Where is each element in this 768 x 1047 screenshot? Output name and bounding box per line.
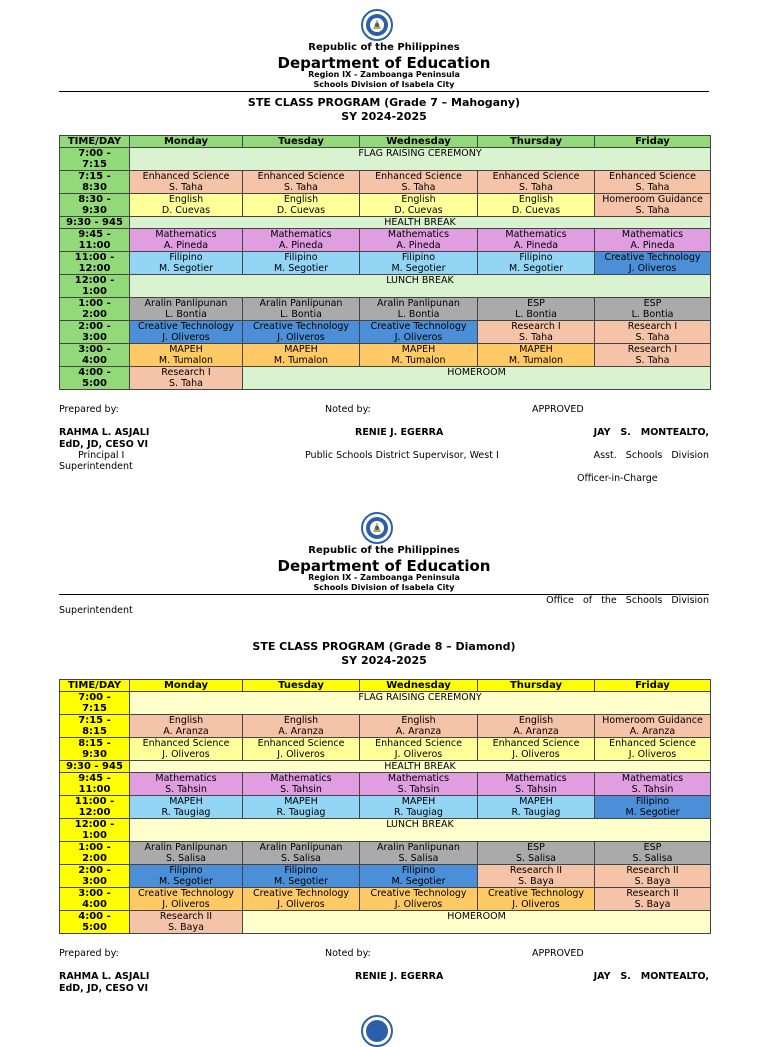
approver-name: JAY S. MONTEALTO, <box>593 427 709 438</box>
department-name: Department of Education <box>277 557 491 575</box>
subject-cell: MAPEH M. Tumalon <box>243 344 360 367</box>
school-year: SY 2024-2025 <box>341 654 427 667</box>
break-cell: FLAG RAISING CEREMONY <box>130 148 711 171</box>
subject-cell: Filipino M. Segotier <box>243 865 360 888</box>
deped-seal-icon <box>361 512 393 544</box>
subject-cell: Aralin Panlipunan L. Bontia <box>130 298 243 321</box>
time-cell: 2:00 - 3:00 <box>60 321 130 344</box>
department-name: Department of Education <box>277 54 491 72</box>
time-cell: 4:00 - 5:00 <box>60 911 130 934</box>
region-line: Region IX - Zamboanga Peninsula <box>308 573 460 582</box>
column-header: Monday <box>130 136 243 148</box>
table-row <box>60 865 711 888</box>
subject-cell: Creative Technology J. Oliveros <box>130 321 243 344</box>
time-cell: 9:45 - 11:00 <box>60 229 130 252</box>
subject-cell: Enhanced Science S. Taha <box>360 171 478 194</box>
principal-credentials: EdD, JD, CESO VI <box>59 983 149 994</box>
time-cell: 7:00 - 7:15 <box>60 148 130 171</box>
principal-role: Principal I <box>78 450 125 461</box>
time-cell: 1:00 - 2:00 <box>60 842 130 865</box>
subject-cell: Mathematics A. Pineda <box>243 229 360 252</box>
subject-cell: Filipino M. Segotier <box>130 865 243 888</box>
subject-cell: Filipino M. Segotier <box>478 252 595 275</box>
subject-cell: Aralin Panlipunan S. Salisa <box>130 842 243 865</box>
republic-line: Republic of the Philippines <box>308 42 460 53</box>
table-row <box>60 773 711 796</box>
subject-cell: Research II S. Baya <box>478 865 595 888</box>
subject-cell: MAPEH M. Tumalon <box>478 344 595 367</box>
subject-cell: ESP L. Bontia <box>595 298 711 321</box>
table-row <box>60 888 711 911</box>
time-cell: 8:30 - 9:30 <box>60 194 130 217</box>
time-cell: 9:45 - 11:00 <box>60 773 130 796</box>
break-cell: LUNCH BREAK <box>130 819 711 842</box>
republic-line: Republic of the Philippines <box>308 545 460 556</box>
column-header: Thursday <box>478 680 595 692</box>
subject-cell: Creative Technology J. Oliveros <box>243 321 360 344</box>
table-row <box>60 842 711 865</box>
division-line: Schools Division of Isabela City <box>313 80 455 89</box>
time-cell: 11:00 - 12:00 <box>60 252 130 275</box>
subject-cell: Mathematics A. Pineda <box>360 229 478 252</box>
office-line: Office of the Schools Division <box>546 595 709 606</box>
column-header: Friday <box>595 680 711 692</box>
subject-cell: Filipino M. Segotier <box>360 865 478 888</box>
subject-cell: MAPEH R. Taugiag <box>130 796 243 819</box>
subject-cell: Mathematics A. Pineda <box>595 229 711 252</box>
subject-cell: Enhanced Science J. Oliveros <box>478 738 595 761</box>
table-row <box>60 819 711 842</box>
column-header: Wednesday <box>360 136 478 148</box>
subject-cell: Enhanced Science J. Oliveros <box>360 738 478 761</box>
table-row <box>60 715 711 738</box>
subject-cell: Enhanced Science J. Oliveros <box>595 738 711 761</box>
subject-cell: Creative Technology J. Oliveros <box>595 252 711 275</box>
subject-cell: Research II S. Baya <box>595 865 711 888</box>
subject-cell: Creative Technology J. Oliveros <box>360 888 478 911</box>
subject-cell: Mathematics S. Tahsin <box>478 773 595 796</box>
time-cell: 7:00 - 7:15 <box>60 692 130 715</box>
subject-cell: English A. Aranza <box>478 715 595 738</box>
subject-cell: Aralin Panlipunan L. Bontia <box>360 298 478 321</box>
supervisor-name: RENIE J. EGERRA <box>355 971 444 982</box>
principal-name: RAHMA L. ASJALI <box>59 971 150 982</box>
time-cell: 1:00 - 2:00 <box>60 298 130 321</box>
subject-cell: MAPEH R. Taugiag <box>360 796 478 819</box>
subject-cell: Enhanced Science S. Taha <box>243 171 360 194</box>
schedule-table <box>59 679 711 934</box>
region-line: Region IX - Zamboanga Peninsula <box>308 70 460 79</box>
subject-cell: Aralin Panlipunan L. Bontia <box>243 298 360 321</box>
subject-cell: Mathematics S. Tahsin <box>595 773 711 796</box>
subject-cell: Mathematics A. Pineda <box>478 229 595 252</box>
column-header: Tuesday <box>243 136 360 148</box>
time-cell: 4:00 - 5:00 <box>60 367 130 390</box>
subject-cell: English D. Cuevas <box>360 194 478 217</box>
subject-cell: Enhanced Science S. Taha <box>478 171 595 194</box>
noted-label: Noted by: <box>325 404 371 415</box>
subject-cell: Creative Technology J. Oliveros <box>130 888 243 911</box>
break-cell: FLAG RAISING CEREMONY <box>130 692 711 715</box>
subject-cell: Creative Technology J. Oliveros <box>243 888 360 911</box>
subject-cell: Homeroom Guidance A. Aranza <box>595 715 711 738</box>
class-program-title: STE CLASS PROGRAM (Grade 7 – Mahogany) <box>247 96 521 109</box>
subject-cell: Enhanced Science S. Taha <box>595 171 711 194</box>
approver-name: JAY S. MONTEALTO, <box>593 971 709 982</box>
break-cell: HEALTH BREAK <box>130 761 711 773</box>
table-row <box>60 911 711 934</box>
subject-cell: ESP L. Bontia <box>478 298 595 321</box>
subject-cell: MAPEH R. Taugiag <box>478 796 595 819</box>
column-header: Wednesday <box>360 680 478 692</box>
approved-label: APPROVED <box>532 948 584 959</box>
subject-cell: Filipino M. Segotier <box>130 252 243 275</box>
superintendent-line: Superintendent <box>59 461 133 472</box>
subject-cell: English A. Aranza <box>243 715 360 738</box>
approved-label: APPROVED <box>532 404 584 415</box>
subject-cell: ESP S. Salisa <box>595 842 711 865</box>
subject-cell: Enhanced Science J. Oliveros <box>243 738 360 761</box>
subject-cell: ESP S. Salisa <box>478 842 595 865</box>
subject-cell: Aralin Panlipunan S. Salisa <box>243 842 360 865</box>
table-row <box>60 738 711 761</box>
superintendent-line: Superintendent <box>59 605 133 616</box>
time-cell: 7:15 - 8:30 <box>60 171 130 194</box>
time-cell: 7:15 - 8:15 <box>60 715 130 738</box>
subject-cell: Research I S. Taha <box>595 321 711 344</box>
subject-cell: Filipino M. Segotier <box>243 252 360 275</box>
column-header: Tuesday <box>243 680 360 692</box>
time-cell: 9:30 - 945 <box>60 217 130 229</box>
column-header: TIME/DAY <box>60 136 130 148</box>
time-cell: 3:00 - 4:00 <box>60 344 130 367</box>
subject-cell: Research II S. Baya <box>595 888 711 911</box>
subject-cell: MAPEH R. Taugiag <box>243 796 360 819</box>
supervisor-role: Public Schools District Supervisor, West I <box>305 450 499 461</box>
subject-cell: Homeroom Guidance S. Taha <box>595 194 711 217</box>
time-cell: 8:15 - 9:30 <box>60 738 130 761</box>
subject-cell: Creative Technology J. Oliveros <box>478 888 595 911</box>
homeroom-cell: HOMEROOM <box>243 367 711 390</box>
column-header: Monday <box>130 680 243 692</box>
subject-cell: English A. Aranza <box>360 715 478 738</box>
principal-credentials: EdD, JD, CESO VI <box>59 439 149 450</box>
subject-cell: Creative Technology J. Oliveros <box>360 321 478 344</box>
homeroom-cell: HOMEROOM <box>243 911 711 934</box>
subject-cell: Mathematics S. Tahsin <box>130 773 243 796</box>
subject-cell: Research I S. Taha <box>130 367 243 390</box>
prepared-label: Prepared by: <box>59 948 119 959</box>
time-cell: 3:00 - 4:00 <box>60 888 130 911</box>
subject-cell: Filipino M. Segotier <box>360 252 478 275</box>
subject-cell: Enhanced Science S. Taha <box>130 171 243 194</box>
division-line: Schools Division of Isabela City <box>313 583 455 592</box>
prepared-label: Prepared by: <box>59 404 119 415</box>
column-header: TIME/DAY <box>60 680 130 692</box>
subject-cell: English D. Cuevas <box>130 194 243 217</box>
time-cell: 9:30 - 945 <box>60 761 130 773</box>
subject-cell: Filipino M. Segotier <box>595 796 711 819</box>
noted-label: Noted by: <box>325 948 371 959</box>
subject-cell: Mathematics A. Pineda <box>130 229 243 252</box>
subject-cell: Research I S. Taha <box>595 344 711 367</box>
subject-cell: Enhanced Science J. Oliveros <box>130 738 243 761</box>
column-header: Friday <box>595 136 711 148</box>
table-row <box>60 796 711 819</box>
table-row <box>60 692 711 715</box>
subject-cell: English D. Cuevas <box>478 194 595 217</box>
table-row <box>60 761 711 773</box>
time-cell: 2:00 - 3:00 <box>60 865 130 888</box>
subject-cell: English D. Cuevas <box>243 194 360 217</box>
deped-seal-icon <box>361 1015 393 1047</box>
time-cell: 11:00 - 12:00 <box>60 796 130 819</box>
approver-role: Asst. Schools Division <box>593 450 709 461</box>
supervisor-name: RENIE J. EGERRA <box>355 427 444 438</box>
subject-cell: Mathematics S. Tahsin <box>360 773 478 796</box>
subject-cell: Mathematics S. Tahsin <box>243 773 360 796</box>
class-program-title: STE CLASS PROGRAM (Grade 8 – Diamond) <box>252 640 516 653</box>
subject-cell: English A. Aranza <box>130 715 243 738</box>
subject-cell: MAPEH M. Tumalon <box>130 344 243 367</box>
time-cell: 12:00 - 1:00 <box>60 819 130 842</box>
officer-in-charge: Officer-in-Charge <box>577 473 658 484</box>
subject-cell: Research I S. Taha <box>478 321 595 344</box>
column-header: Thursday <box>478 136 595 148</box>
subject-cell: Aralin Panlipunan S. Salisa <box>360 842 478 865</box>
school-year: SY 2024-2025 <box>341 110 427 123</box>
principal-name: RAHMA L. ASJALI <box>59 427 150 438</box>
break-cell: LUNCH BREAK <box>130 275 711 298</box>
subject-cell: MAPEH M. Tumalon <box>360 344 478 367</box>
break-cell: HEALTH BREAK <box>130 217 711 229</box>
subject-cell: Research II S. Baya <box>130 911 243 934</box>
time-cell: 12:00 - 1:00 <box>60 275 130 298</box>
